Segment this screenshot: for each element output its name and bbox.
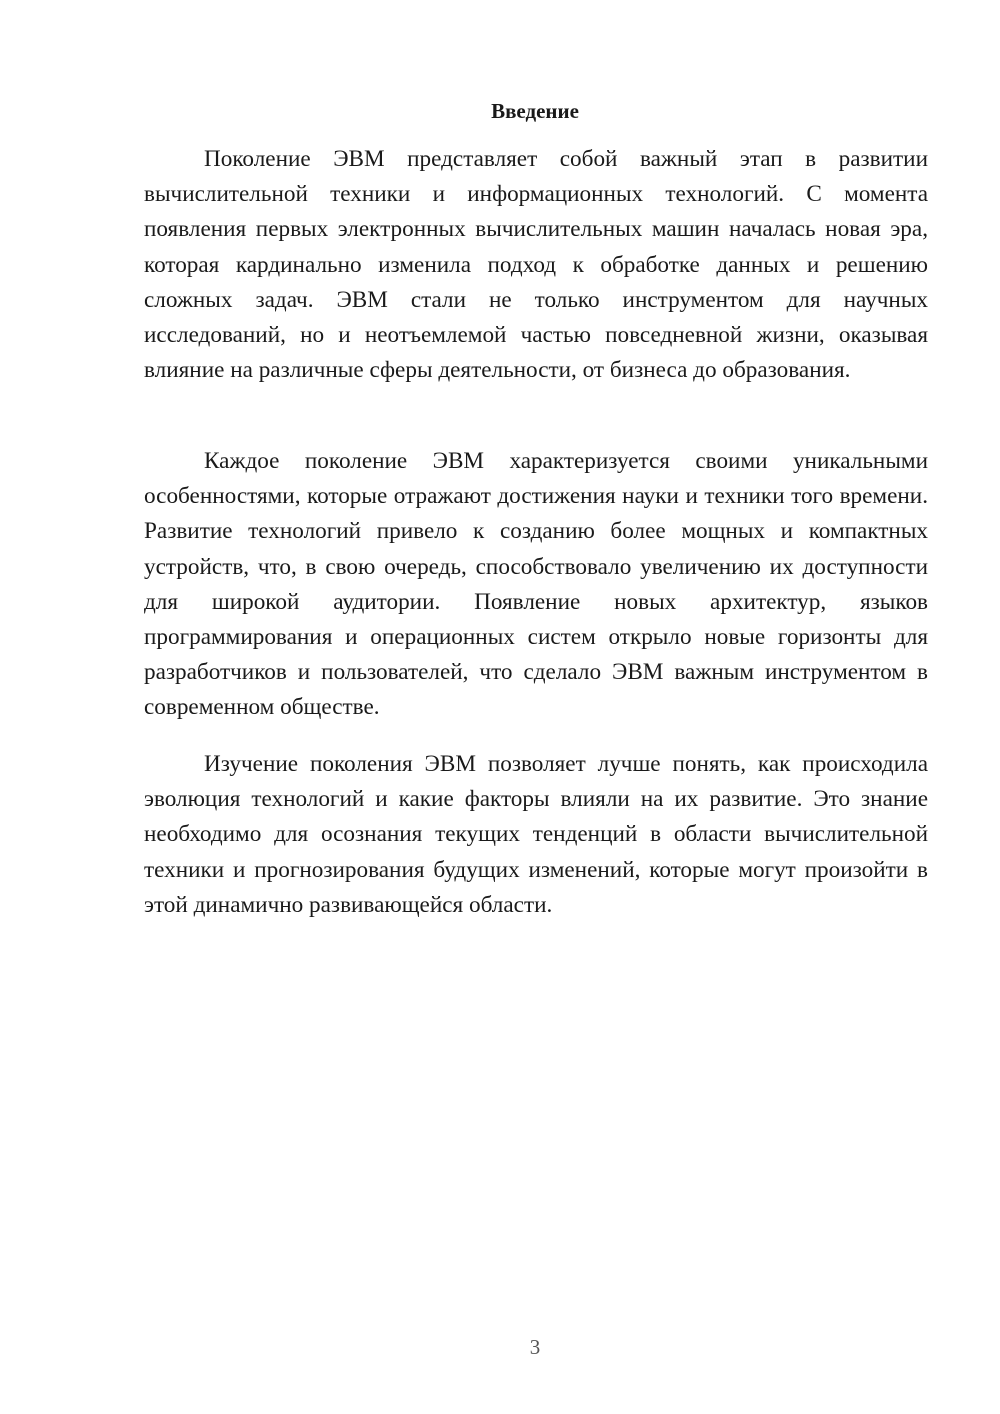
paragraph-2: Каждое поколение ЭВМ характеризуется своими уникальными особенностями, которые отражают достижения науки и техники того времени. Развитие технологий привело к созданию более мощных и компактных устройств, что, в свою очередь, способствовало увеличению их доступности для широкой аудитории. Появление новых архитектур, языков программирования и операционных систем открыло новые горизонты для разработчиков и пользователей, что сделало ЭВМ важным инструментом в современном обществе. — [144, 448, 928, 721]
paragraph-3: Изучение поколения ЭВМ позволяет лучше понять, как происходила эволюция технологий и какие факторы влияли на их развитие. Это знание необходимо для осознания текущих тенденций в области вычислительной техники и прогнозирования будущих изменений, которые могут произойти в этой динамично развивающейся области. — [144, 751, 928, 918]
page-number: 3 — [529, 1335, 541, 1359]
section-title: Введение — [491, 99, 579, 123]
paragraph-1: Поколение ЭВМ представляет собой важный этап в развитии вычислительной техники и информационных технологий. С момента появления первых электронных вычислительных машин началась новая эра, которая кардинально изменила подход к обработке данных и решению сложных задач. ЭВМ стали не только инструментом для научных исследований, но и неотъемлемой частью повседневной жизни, оказывая влияние на различные сферы деятельности, от бизнеса до образования. — [144, 146, 928, 384]
